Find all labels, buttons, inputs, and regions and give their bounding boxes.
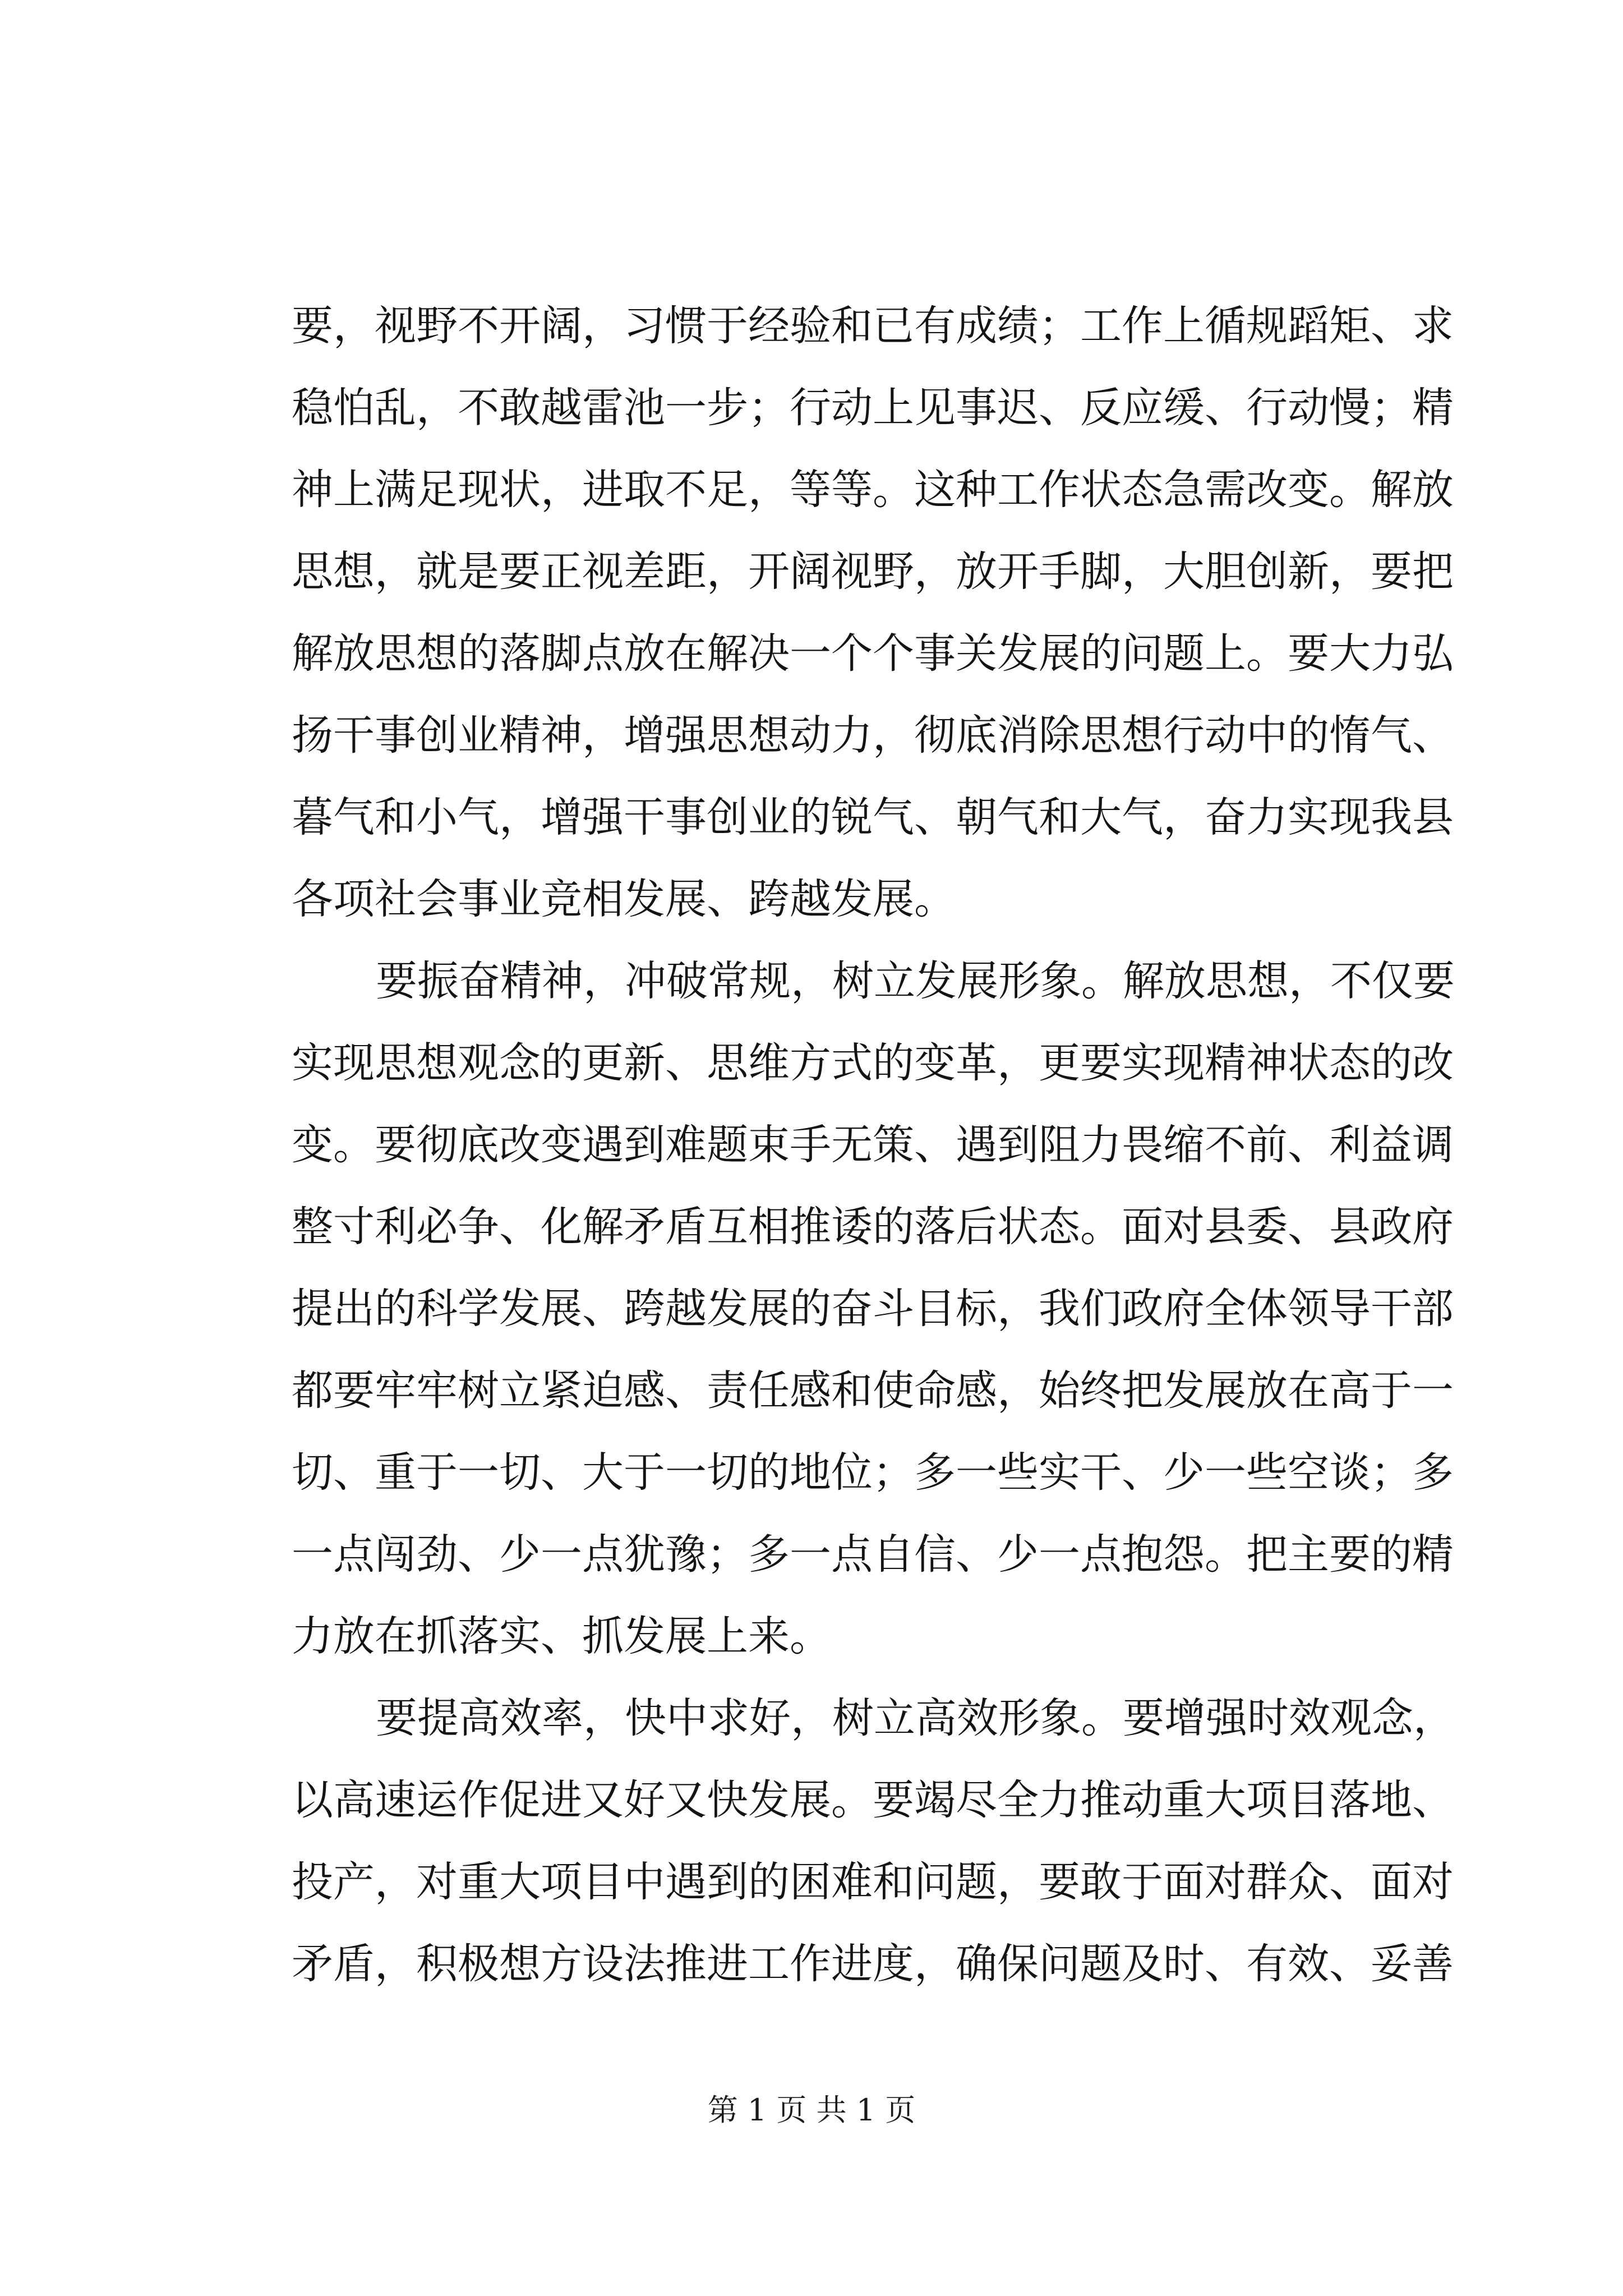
paragraph-line: 要提高效率，快中求好，树立高效形象。要增强时效观念， [376,1694,1455,1742]
paragraph-line: 矛盾，积极想方设法推进工作进度，确保问题及时、有效、妥善 [292,1940,1454,1988]
paragraph-line: 暮气和小气，增强干事创业的锐气、朝气和大气，奋力实现我县 [292,793,1454,841]
paragraph-line: 要，视野不开阔，习惯于经验和已有成绩；工作上循规蹈矩、求 [292,302,1454,350]
paragraph-line: 投产，对重大项目中遇到的困难和问题，要敢于面对群众、面对 [292,1858,1454,1906]
paragraph-line: 提出的科学发展、跨越发展的奋斗目标，我们政府全体领导干部 [292,1285,1454,1333]
paragraph-line: 稳怕乱，不敢越雷池一步；行动上见事迟、反应缓、行动慢；精 [292,384,1454,432]
document-body [292,285,1455,2005]
paragraph-line: 力放在抓落实、抓发展上来。 [292,1612,831,1660]
paragraph-line: 整寸利必争、化解矛盾互相推诿的落后状态。面对县委、县政府 [292,1203,1454,1251]
paragraph-line: 实现思想观念的更新、思维方式的变革，更要实现精神状态的改 [292,1039,1454,1087]
paragraph-line: 要振奋精神，冲破常规，树立发展形象。解放思想，不仅要 [376,957,1455,1005]
paragraph-line: 都要牢牢树立紧迫感、责任感和使命感，始终把发展放在高于一 [292,1366,1454,1415]
paragraph-line: 以高速运作促进又好又快发展。要竭尽全力推动重大项目落地、 [292,1776,1454,1824]
paragraph-line: 各项社会事业竞相发展、跨越发展。 [292,875,956,923]
paragraph-line: 解放思想的落脚点放在解决一个个事关发展的问题上。要大力弘 [292,629,1454,678]
page-number-footer: 第 1 页 共 1 页 [707,2092,916,2128]
paragraph-line: 一点闯劲、少一点犹豫；多一点自信、少一点抱怨。把主要的精 [292,1530,1454,1579]
paragraph-line: 扬干事创业精神，增强思想动力，彻底消除思想行动中的惰气、 [292,711,1454,760]
paragraph-line: 神上满足现状，进取不足，等等。这种工作状态急需改变。解放 [292,466,1454,514]
paragraph-line: 变。要彻底改变遇到难题束手无策、遇到阻力畏缩不前、利益调 [292,1121,1454,1169]
paragraph-line: 思想，就是要正视差距，开阔视野，放开手脚，大胆创新，要把 [292,547,1454,596]
paragraph-line: 切、重于一切、大于一切的地位；多一些实干、少一些空谈；多 [292,1448,1454,1497]
